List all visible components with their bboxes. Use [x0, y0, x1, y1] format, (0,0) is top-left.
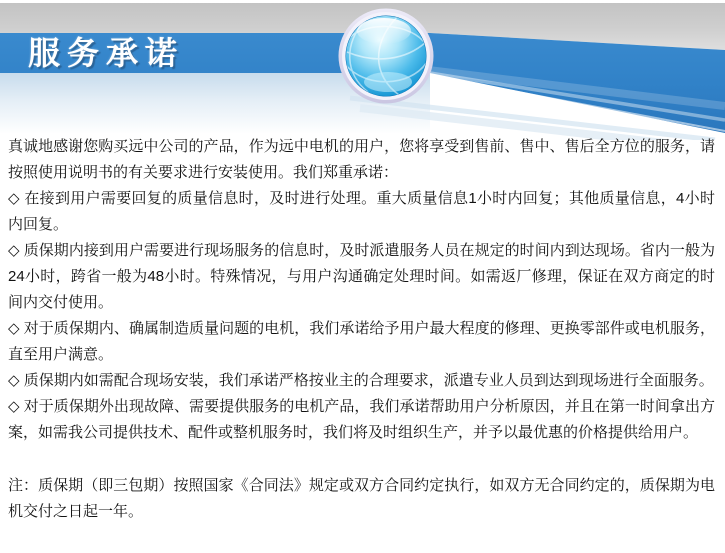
globe-bottom-glow [364, 72, 412, 92]
page-title: 服务承诺 [28, 35, 185, 71]
commitment-item: ◇ 质保期内如需配合现场安装，我们承诺严格按业主的合理要求，派遣专业人员到达到现场进行全面服务。 [8, 372, 714, 389]
globe-highlight [357, 18, 411, 44]
commitment-item: ◇ 对于质保期外出现故障、需要提供服务的电机产品，我们承诺帮助用户分析原因，并且在第一时间拿出方案，如需我公司提供技术、配件或整机服务时，我们将及时组织生产，并予以最优惠的价格提供给用户。 [8, 398, 715, 441]
content-body [8, 134, 715, 525]
header-banner [0, 0, 725, 140]
commitment-item: ◇ 对于质保期内、确属制造质量问题的电机，我们承诺给予用户最大程度的修理、更换零部件或电机服务，直至用户满意。 [8, 320, 715, 363]
commitment-item: ◇ 在接到用户需要回复的质量信息时，及时进行处理。重大质量信息1小时内回复；其他质量信息，4小时内回复。 [8, 190, 715, 233]
commitment-item: ◇ 质保期内接到用户需要进行现场服务的信息时，及时派遣服务人员在规定的时间内到达现场。省内一般为24小时，跨省一般为48小时。特殊情况，与用户沟通确定处理时间。如需返厂修理，保证在双方商定的时间内交付使用。 [8, 242, 715, 311]
intro-paragraph: 真诚地感谢您购买远中公司的产品，作为远中电机的用户，您将享受到售前、售中、售后全方位的服务，请按照使用说明书的有关要求进行安装使用。我们郑重承诺： [8, 138, 715, 181]
note-paragraph: 注：质保期（即三包期）按照国家《合同法》规定或双方合同约定执行，如双方无合同约定的，质保期为电机交付之日起一年。 [8, 477, 715, 520]
globe-icon [339, 9, 434, 104]
